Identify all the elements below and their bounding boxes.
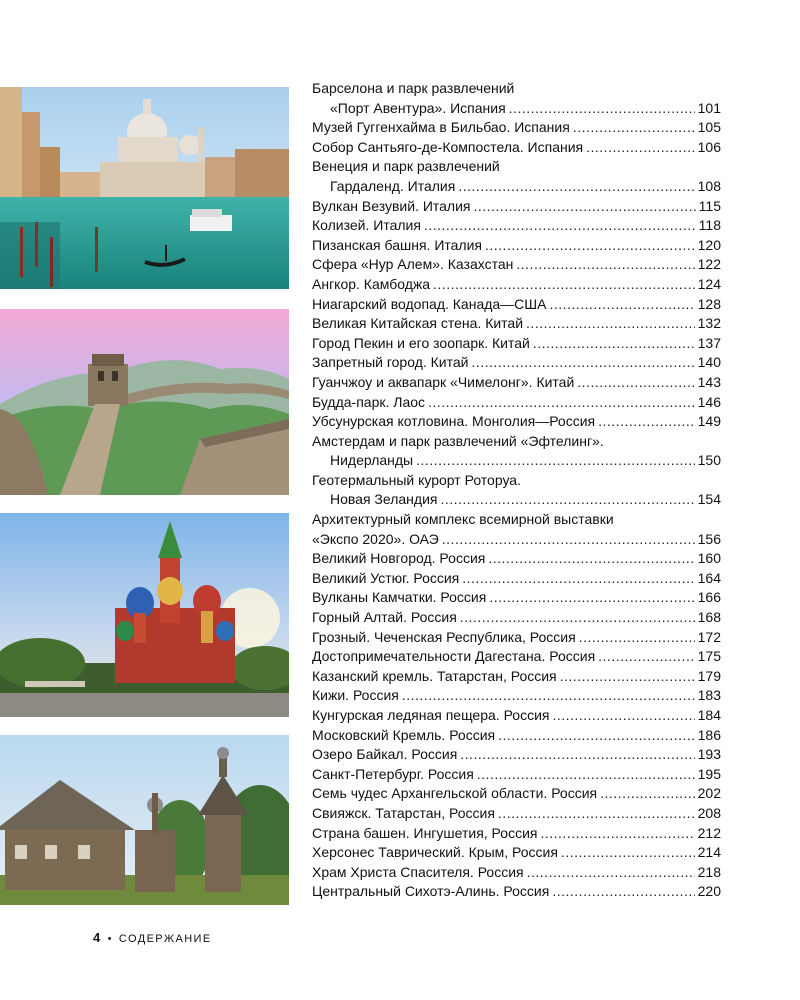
toc-page-number: 175: [697, 648, 721, 665]
toc-page-number: 105: [697, 119, 721, 136]
toc-page-number: 220: [697, 883, 721, 900]
toc-entry-title: Колизей. Италия: [312, 217, 421, 234]
photo-great-wall: [0, 309, 289, 495]
toc-page-number: 193: [697, 746, 721, 763]
toc-entry: [312, 843, 721, 863]
dot-leader: [488, 549, 694, 569]
toc-entry-title-continued: Нидерланды: [330, 452, 414, 469]
toc-entry-title: Барселона и парк развлечений: [312, 80, 515, 96]
toc-page-number: 183: [697, 687, 721, 704]
toc-entry: [312, 510, 721, 549]
toc-entry-title: Горный Алтай. Россия: [312, 609, 457, 626]
dot-leader: [460, 745, 694, 765]
dot-leader: [498, 726, 695, 746]
section-title: СОДЕРЖАНИЕ: [118, 933, 212, 945]
dot-leader: [598, 647, 694, 667]
photo-venice-grand-canal: [0, 87, 289, 289]
toc-page-number: 106: [697, 138, 721, 155]
dot-leader: [433, 275, 695, 295]
dot-leader: [533, 334, 695, 354]
toc-entry: [312, 157, 721, 196]
toc-page-number: 108: [697, 177, 721, 194]
toc-entry-title: Амстердам и парк развлечений «Эфтелинг».: [312, 432, 604, 449]
toc-entry-title-continued: «Порт Авентура». Испания: [330, 99, 506, 116]
toc-entry-title: Ниагарский водопад. Канада—США: [312, 295, 547, 312]
toc-entry-title: Достопримечательности Дагестана. Россия: [312, 648, 596, 665]
toc-entry-title: Будда-парк. Лаос: [312, 393, 426, 410]
toc-entry: [312, 667, 721, 687]
footer-separator: •: [107, 933, 113, 945]
dot-leader: [442, 530, 695, 550]
dot-leader: [526, 314, 695, 334]
toc-page-number: 150: [697, 452, 721, 469]
toc-entry-title: Страна башен. Ингушетия, Россия: [312, 824, 538, 841]
toc-page-number: 166: [697, 589, 721, 606]
toc-entry-title: Грозный. Чеченская Республика, Россия: [312, 628, 576, 645]
toc-entry-title: Пизанская башня. Италия: [312, 236, 482, 253]
toc-page-number: 212: [697, 824, 721, 841]
table-of-contents: [312, 79, 721, 902]
toc-entry: [312, 373, 721, 393]
toc-entry: [312, 471, 721, 510]
toc-entry: [312, 549, 721, 569]
toc-entry-title: Свияжск. Татарстан, Россия: [312, 804, 495, 821]
toc-entry-title-continued: «Экспо 2020». ОАЭ: [312, 530, 439, 547]
toc-page-number: 164: [697, 569, 721, 586]
dot-leader: [598, 412, 695, 432]
toc-entry-title: Центральный Сихотэ-Алинь. Россия: [312, 883, 550, 900]
toc-entry-title: Убсунурская котловина. Монголия—Россия: [312, 413, 596, 430]
toc-page-number: 137: [697, 334, 721, 351]
toc-entry: [312, 765, 721, 785]
toc-entry: [312, 79, 721, 118]
toc-entry: [312, 216, 721, 236]
toc-entry: [312, 686, 721, 706]
toc-entry: [312, 569, 721, 589]
toc-page-number: 115: [698, 197, 721, 214]
toc-entry: [312, 138, 721, 158]
toc-page-number: 149: [697, 413, 721, 430]
toc-entry-title: Великий Новгород. Россия: [312, 550, 486, 567]
dot-leader: [428, 393, 695, 413]
dot-leader: [440, 490, 694, 510]
dot-leader: [416, 451, 695, 471]
toc-page-number: 179: [697, 667, 721, 684]
dot-leader: [460, 608, 695, 628]
toc-entry: [312, 236, 721, 256]
dot-leader: [509, 99, 695, 119]
toc-entry: [312, 197, 721, 217]
toc-entry: [312, 314, 721, 334]
toc-entry: [312, 745, 721, 765]
toc-entry-title: Запретный город. Китай: [312, 354, 469, 371]
photo-wooden-churches: [0, 735, 289, 905]
toc-entry-title: Вулканы Камчатки. Россия: [312, 589, 487, 606]
dot-leader: [424, 216, 696, 236]
toc-entry: [312, 784, 721, 804]
toc-entry-title: Ангкор. Камбоджа: [312, 275, 431, 292]
dot-leader: [579, 628, 695, 648]
toc-page-number: 214: [697, 844, 721, 861]
toc-entry-title: Собор Сантьяго-де-Компостела. Испания: [312, 138, 584, 155]
toc-entry: [312, 432, 721, 471]
toc-entry: [312, 804, 721, 824]
dot-leader: [561, 843, 695, 863]
toc-entry-title: Храм Христа Спасителя. Россия: [312, 863, 524, 880]
toc-entry-title: Озеро Байкал. Россия: [312, 746, 458, 763]
toc-entry-title: Кижи. Россия: [312, 687, 399, 704]
toc-entry: [312, 353, 721, 373]
toc-entry-title: Херсонес Таврический. Крым, Россия: [312, 844, 558, 861]
toc-entry: [312, 334, 721, 354]
toc-entry-title: Московский Кремль. Россия: [312, 726, 496, 743]
toc-entry-title: Музей Гуггенхайма в Бильбао. Испания: [312, 119, 570, 136]
toc-entry-title-continued: Новая Зеландия: [330, 491, 438, 508]
dot-leader: [471, 353, 694, 373]
toc-entry: [312, 588, 721, 608]
toc-page-number: 184: [697, 707, 721, 723]
toc-page-number: 172: [697, 628, 721, 645]
dot-leader: [474, 197, 696, 217]
toc-entry: [312, 863, 721, 883]
dot-leader: [485, 236, 695, 256]
dot-leader: [560, 667, 695, 687]
toc-page-number: 143: [697, 373, 721, 390]
dot-leader: [573, 118, 695, 138]
toc-entry: [312, 628, 721, 648]
toc-entry-title: Великий Устюг. Россия: [312, 569, 460, 586]
toc-page-number: 186: [697, 726, 721, 743]
toc-page-number: 124: [697, 275, 721, 292]
dot-leader: [498, 804, 695, 824]
toc-page-number: 202: [697, 785, 721, 802]
toc-page-number: 101: [697, 99, 721, 116]
dot-leader: [586, 138, 695, 158]
dot-leader: [458, 177, 694, 197]
toc-page-number: 160: [697, 550, 721, 567]
photo-st-basils-cathedral: [0, 513, 289, 717]
dot-leader: [540, 824, 694, 844]
toc-entry: [312, 608, 721, 628]
page-number: 4: [93, 930, 102, 945]
toc-page-number: 195: [697, 765, 721, 782]
toc-entry-title: Город Пекин и его зоопарк. Китай: [312, 334, 530, 351]
page-footer: [93, 930, 212, 945]
toc-entry-title: Архитектурный комплекс всемирной выставки: [312, 511, 614, 528]
toc-entry: [312, 118, 721, 138]
toc-entry: [312, 726, 721, 746]
dot-leader: [489, 588, 694, 608]
toc-page-number: 122: [697, 256, 721, 273]
dot-leader: [577, 373, 694, 393]
toc-page-number: 168: [697, 609, 721, 626]
toc-entry: [312, 706, 721, 726]
toc-entry-title: Геотермальный курорт Роторуа.: [312, 471, 521, 488]
dot-leader: [462, 569, 694, 589]
toc-entry-title: Санкт-Петербург. Россия: [312, 765, 474, 782]
toc-page-number: 156: [697, 530, 721, 547]
toc-page-number: 146: [697, 393, 721, 410]
dot-leader: [402, 686, 695, 706]
toc-entry-title: Семь чудес Архангельской области. Россия: [312, 785, 598, 802]
toc-page-number: 120: [697, 236, 721, 253]
dot-leader: [477, 765, 695, 785]
toc-entry: [312, 275, 721, 295]
dot-leader: [527, 863, 695, 883]
dot-leader: [516, 255, 694, 275]
toc-entry-title: Вулкан Везувий. Италия: [312, 197, 471, 214]
toc-page-number: 154: [697, 491, 721, 508]
toc-entry-title-continued: Гардаленд. Италия: [330, 177, 456, 194]
toc-entry-title: Гуанчжоу и аквапарк «Чимелонг». Китай: [312, 373, 575, 390]
dot-leader: [552, 882, 694, 902]
toc-entry: [312, 393, 721, 413]
toc-page-number: 140: [697, 354, 721, 371]
dot-leader: [600, 784, 695, 804]
toc-entry: [312, 412, 721, 432]
toc-entry-title: Казанский кремль. Татарстан, Россия: [312, 667, 557, 684]
toc-page-number: 218: [697, 863, 721, 880]
toc-entry-title: Кунгурская ледяная пещера. Россия: [312, 707, 550, 723]
toc-page-number: 128: [697, 295, 721, 312]
toc-entry-title: Великая Китайская стена. Китай: [312, 315, 524, 332]
toc-page-number: 118: [698, 217, 721, 234]
toc-page-number: 208: [697, 804, 721, 821]
dot-leader: [549, 295, 694, 315]
toc-entry: [312, 255, 721, 275]
toc-entry-title: Сфера «Нур Алем». Казахстан: [312, 256, 514, 273]
toc-page-number: 132: [697, 315, 721, 332]
dot-leader: [552, 706, 694, 726]
toc-entry: [312, 882, 721, 902]
toc-entry: [312, 647, 721, 667]
toc-entry: [312, 295, 721, 315]
toc-entry: [312, 824, 721, 844]
toc-entry-title: Венеция и парк развлечений: [312, 158, 500, 175]
